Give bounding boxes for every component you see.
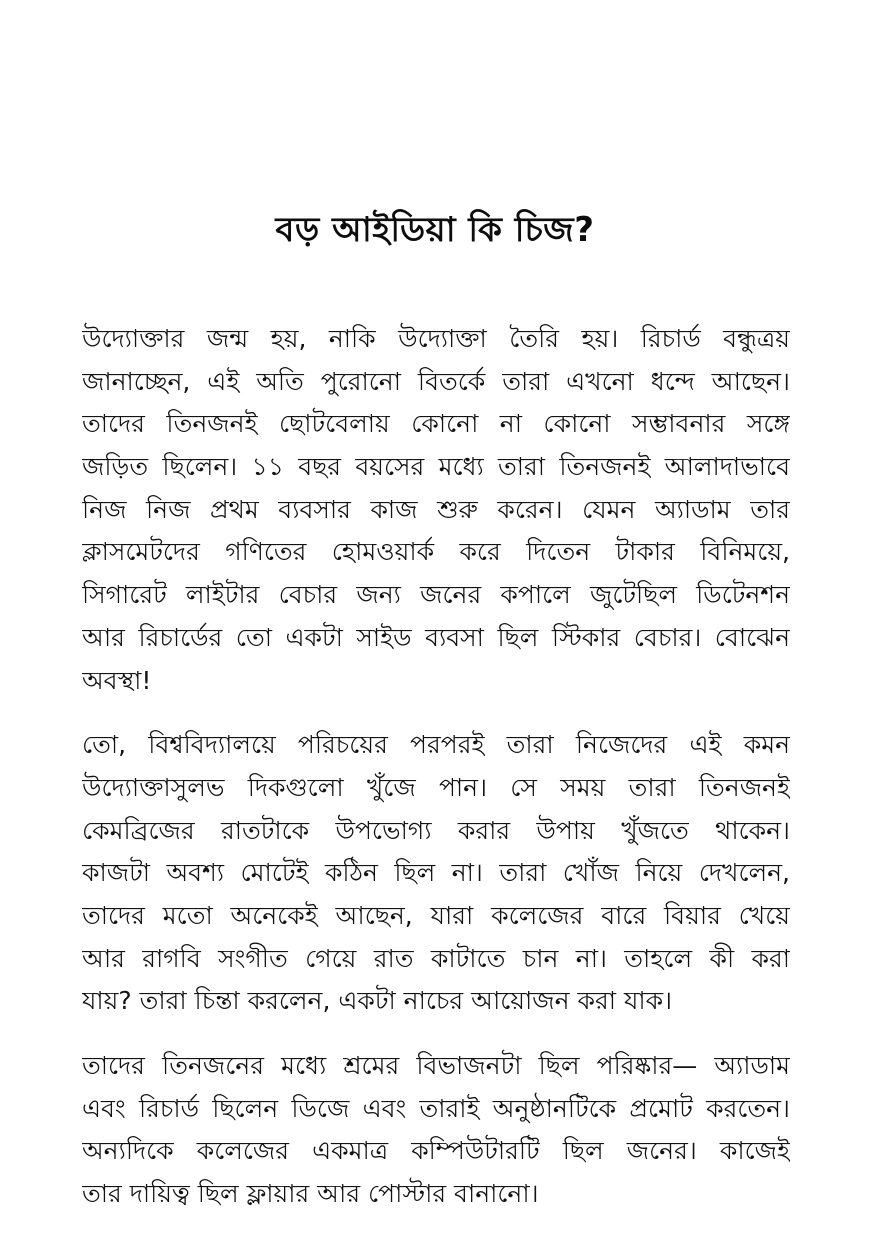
body-text <box>82 318 790 1238</box>
text-line: উদ্যোক্তাসুলভ দিকগুলো খুঁজে পান। সে সময় তারা তিনজনই <box>82 772 790 802</box>
text-line: আর রিচার্ডের তো একটা সাইড ব্যবসা ছিল স্টিকার বেচার। বোঝেন <box>82 622 790 652</box>
text-line: জানাচ্ছেন, এই অতি পুরোনো বিতর্কে তারা এখনো ধন্দে আছেন। <box>82 366 790 396</box>
text-line: আর রাগবি সংগীত গেয়ে রাত কাটাতে চান না। তাহলে কী করা <box>82 943 790 973</box>
text-line: তো, বিশ্ববিদ্যালয়ে পরিচয়ের পরপরই তারা নিজেদের এই কমন <box>82 730 790 760</box>
text-line: তাদের মতো অনেকেই আছেন, যারা কলেজের বারে বিয়ার খেয়ে <box>82 900 790 930</box>
text-line: জড়িত ছিলেন। ১১ বছর বয়সের মধ্যে তারা তিনজনই আলাদাভাবে <box>82 452 790 482</box>
paragraph-3 <box>82 1045 790 1216</box>
text-line: অন্যদিকে কলেজের একমাত্র কম্পিউটারটি ছিল জনের। কাজেই <box>82 1136 790 1166</box>
text-line: ক্লাসমেটদের গণিতের হোমওয়ার্ক করে দিতেন টাকার বিনিময়ে, <box>82 537 790 567</box>
text-line: তার দায়িত্ব ছিল ফ্লায়ার আর পোস্টার বানানো। <box>82 1179 539 1209</box>
text-line: সিগারেট লাইটার বেচার জন্য জনের কপালে জুটেছিল ডিটেনশন <box>82 580 790 610</box>
text-line: কেমব্রিজের রাতটাকে উপভোগ্য করার উপায় খুঁজতে থাকেন। <box>82 815 790 845</box>
text-line: তাদের তিনজনই ছোটবেলায় কোনো না কোনো সম্ভাবনার সঙ্গে <box>82 409 790 439</box>
paragraph-2 <box>82 724 790 1023</box>
text-line: উদ্যোক্তার জন্ম হয়, নাকি উদ্যোক্তা তৈরি হয়। রিচার্ড বন্ধুত্রয় <box>82 324 790 353</box>
text-line: অবস্থা! <box>82 665 152 695</box>
text-line: নিজ নিজ প্রথম ব্যবসার কাজ শুরু করেন। যেমন অ্যাডাম তার <box>82 494 790 524</box>
text-line: যায়? তারা চিন্তা করলেন, একটা নাচের আয়োজন করা যাক। <box>82 986 673 1016</box>
text-line: এবং রিচার্ড ছিলেন ডিজে এবং তারাই অনুষ্ঠানটিকে প্রমোট করতেন। <box>82 1093 790 1123</box>
text-line: তাদের তিনজনের মধ্যে শ্রমের বিভাজনটা ছিল পরিষ্কার— অ্যাডাম <box>82 1051 790 1080</box>
text-line: কাজটা অবশ্য মোটেই কঠিন ছিল না। তারা খোঁজ নিয়ে দেখলেন, <box>82 858 790 888</box>
paragraph-1 <box>82 318 790 702</box>
chapter-title: বড় আইডিয়া কি চিজ? <box>275 210 595 250</box>
